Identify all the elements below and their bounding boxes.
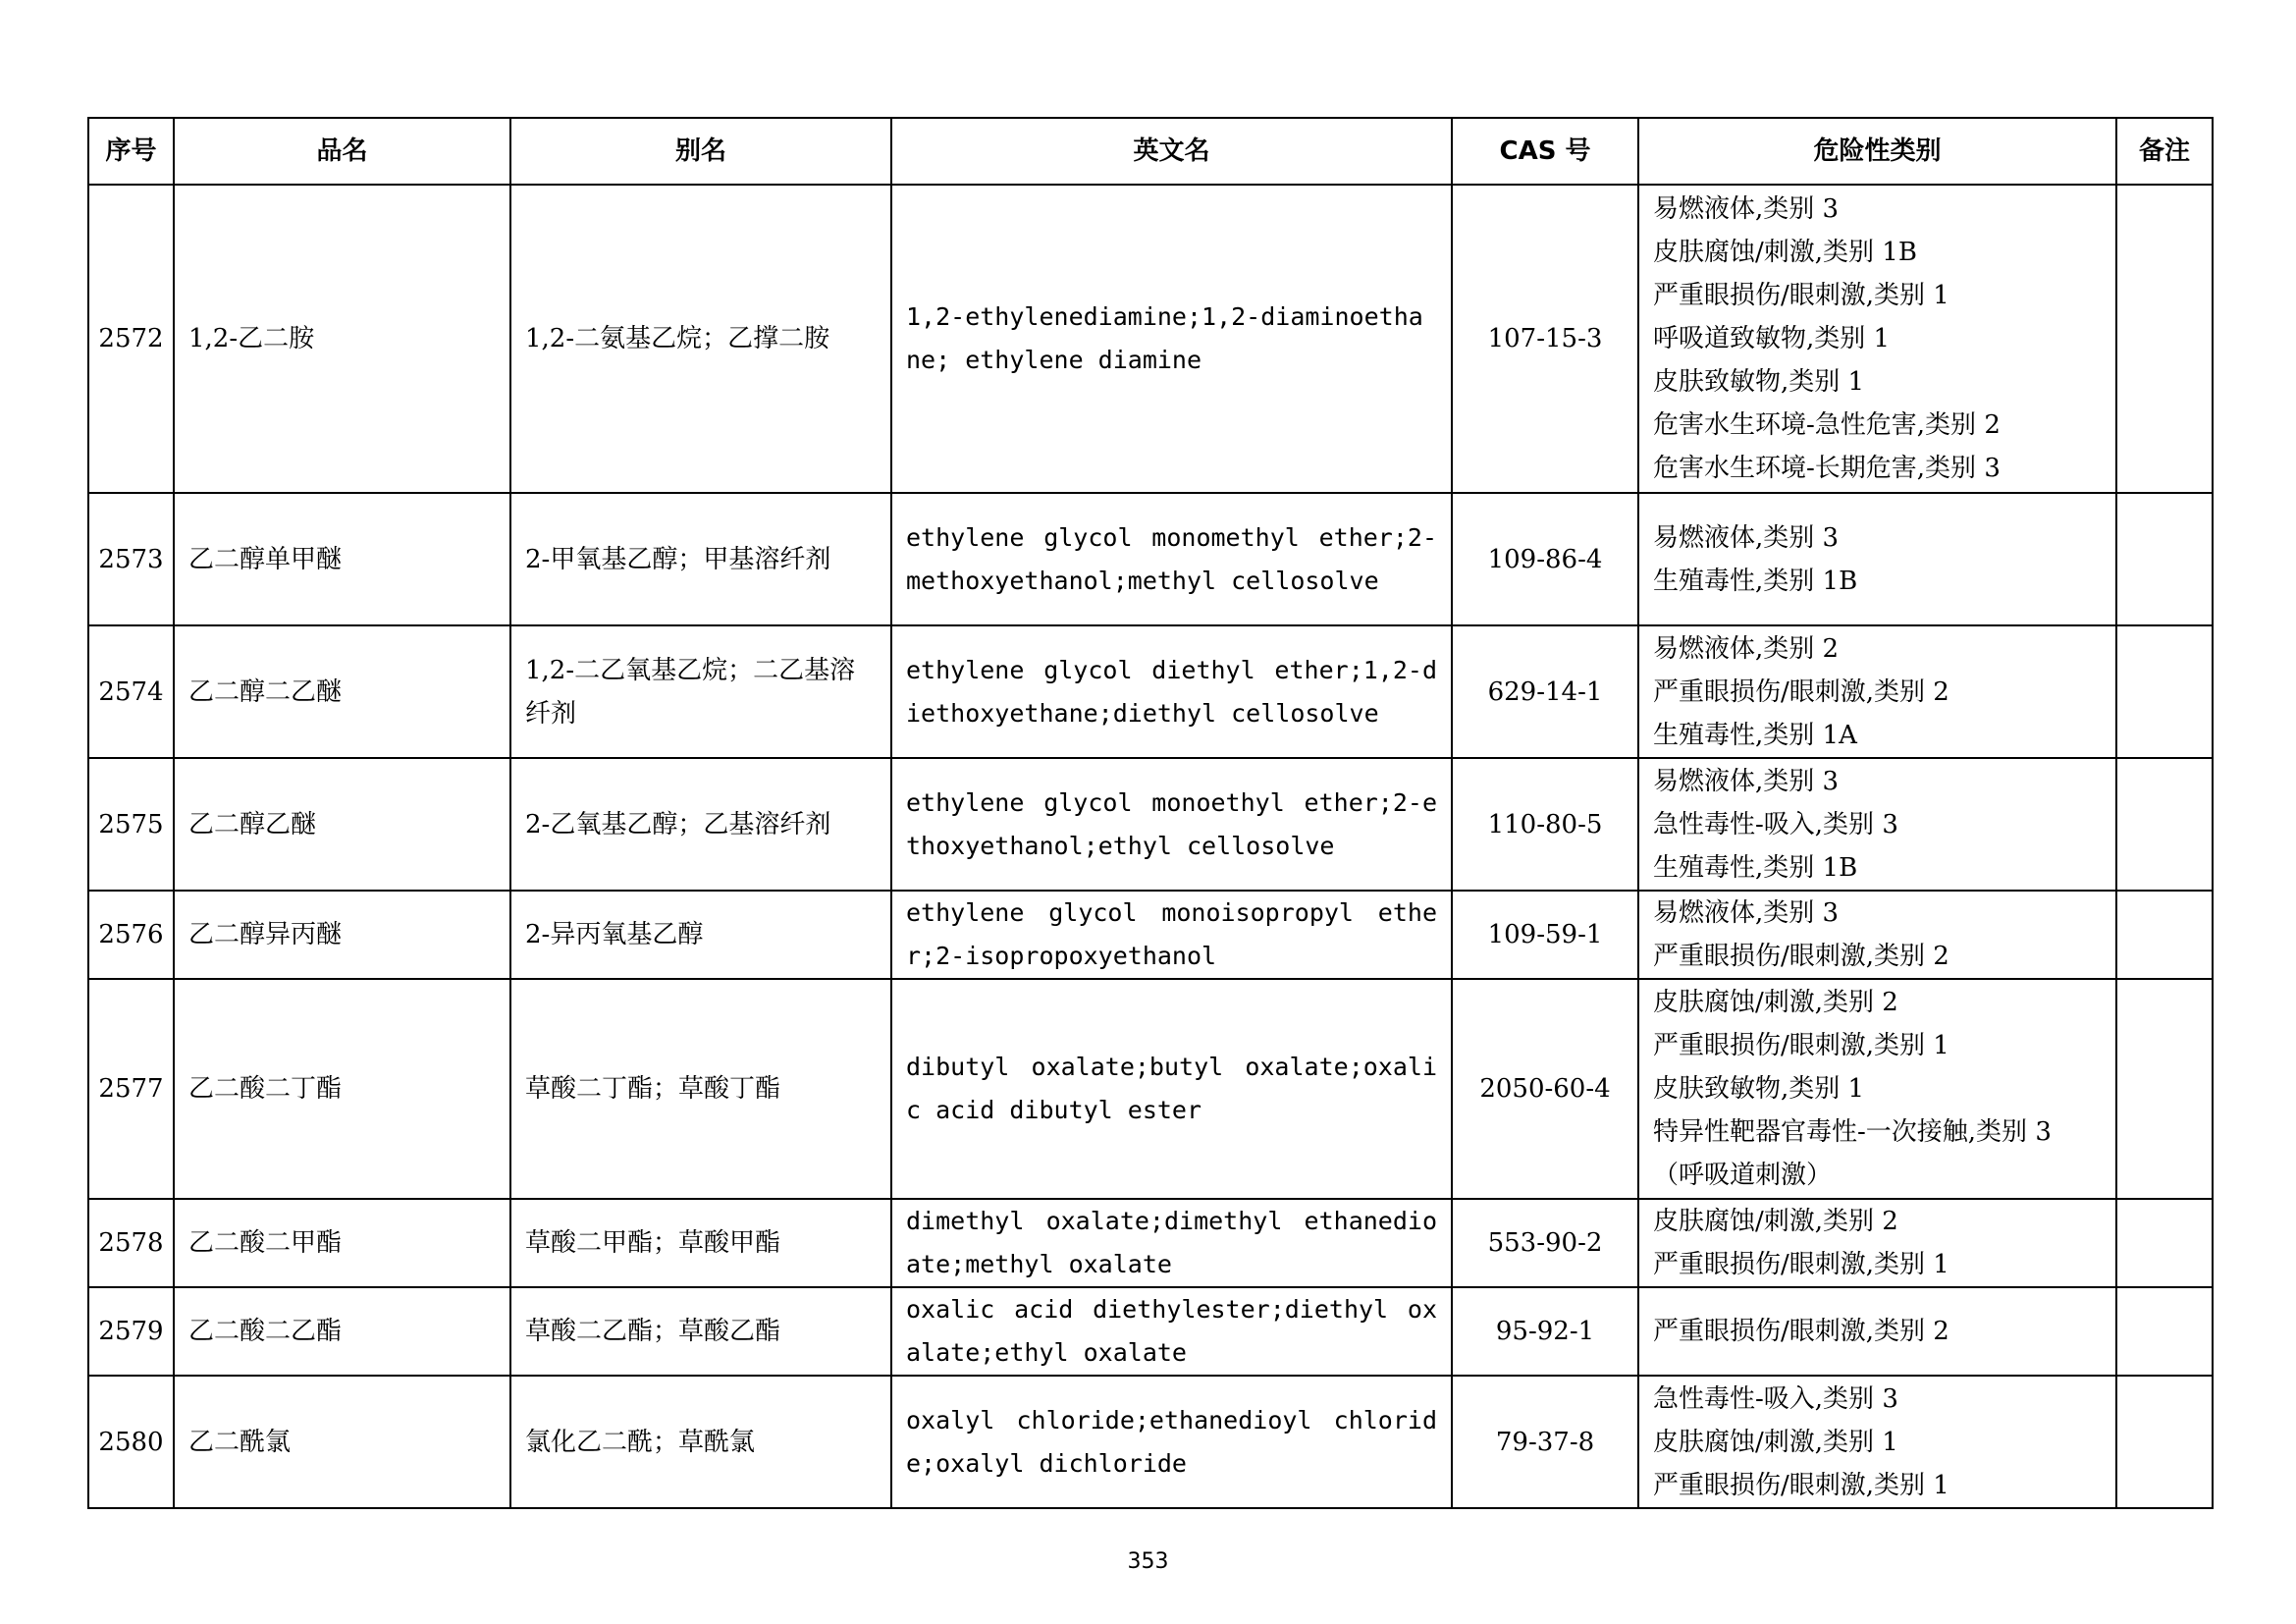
alias-cell: 草酸二乙酯；草酸乙酯 bbox=[510, 1287, 891, 1376]
cas-cell: 629-14-1 bbox=[1452, 625, 1638, 758]
hazard-item: 急性毒性-吸入,类别 3 bbox=[1653, 809, 1898, 839]
hazard-item: 特异性靶器官毒性-一次接触,类别 3（呼吸道刺激） bbox=[1653, 1117, 2052, 1190]
english-name-cell: ethylene glycol diethyl ether;1,2-diethoxyethane;diethyl cellosolve bbox=[891, 625, 1452, 758]
alias-cell: 1,2-二氨基乙烷；乙撑二胺 bbox=[510, 185, 891, 493]
name-cell: 乙二酰氯 bbox=[174, 1376, 510, 1508]
remark-cell bbox=[2116, 979, 2213, 1199]
table-row bbox=[88, 1199, 2213, 1287]
hazard-item: 危害水生环境-急性危害,类别 2 bbox=[1653, 410, 2001, 440]
hazard-item: 生殖毒性,类别 1A bbox=[1653, 720, 1857, 750]
hazardous-chemicals-table bbox=[87, 117, 2214, 1509]
name-cell: 1,2-乙二胺 bbox=[174, 185, 510, 493]
remark-cell bbox=[2116, 1376, 2213, 1508]
cas-cell: 95-92-1 bbox=[1452, 1287, 1638, 1376]
cas-cell: 109-59-1 bbox=[1452, 891, 1638, 979]
remark-cell bbox=[2116, 625, 2213, 758]
header-cas: CAS 号 bbox=[1452, 118, 1638, 185]
hazard-cell bbox=[1638, 979, 2116, 1199]
table-row bbox=[88, 1376, 2213, 1508]
hazard-item: 严重眼损伤/眼刺激,类别 1 bbox=[1653, 1470, 1949, 1500]
hazard-item: 易燃液体,类别 3 bbox=[1653, 898, 1840, 928]
alias-cell: 草酸二甲酯；草酸甲酯 bbox=[510, 1199, 891, 1287]
cas-cell: 553-90-2 bbox=[1452, 1199, 1638, 1287]
hazard-item: 皮肤腐蚀/刺激,类别 1 bbox=[1653, 1427, 1898, 1457]
table-row bbox=[88, 185, 2213, 493]
cas-cell: 2050-60-4 bbox=[1452, 979, 1638, 1199]
remark-cell bbox=[2116, 758, 2213, 891]
alias-cell: 1,2-二乙氧基乙烷；二乙基溶纤剂 bbox=[510, 625, 891, 758]
alias-cell: 2-甲氧基乙醇；甲基溶纤剂 bbox=[510, 493, 891, 625]
alias-cell: 2-乙氧基乙醇；乙基溶纤剂 bbox=[510, 758, 891, 891]
header-remark: 备注 bbox=[2116, 118, 2213, 185]
hazard-item: 严重眼损伤/眼刺激,类别 2 bbox=[1653, 677, 1949, 707]
hazard-item: 易燃液体,类别 3 bbox=[1653, 766, 1840, 796]
header-hazard: 危险性类别 bbox=[1638, 118, 2116, 185]
name-cell: 乙二酸二乙酯 bbox=[174, 1287, 510, 1376]
header-english: 英文名 bbox=[891, 118, 1452, 185]
hazard-item: 严重眼损伤/眼刺激,类别 1 bbox=[1653, 1031, 1949, 1060]
hazard-item: 皮肤致敏物,类别 1 bbox=[1653, 1074, 1865, 1104]
table-row bbox=[88, 493, 2213, 625]
table-row bbox=[88, 758, 2213, 891]
english-name-cell: ethylene glycol monoisopropyl ether;2-isopropoxyethanol bbox=[891, 891, 1452, 979]
hazard-item: 生殖毒性,类别 1B bbox=[1653, 852, 1858, 883]
hazard-item: 易燃液体,类别 3 bbox=[1653, 194, 1840, 224]
seq-cell: 2574 bbox=[88, 625, 174, 758]
cas-cell: 109-86-4 bbox=[1452, 493, 1638, 625]
table-row bbox=[88, 891, 2213, 979]
cas-cell: 110-80-5 bbox=[1452, 758, 1638, 891]
hazard-item: 严重眼损伤/眼刺激,类别 1 bbox=[1653, 1250, 1949, 1279]
hazard-cell bbox=[1638, 891, 2116, 979]
hazard-item: 严重眼损伤/眼刺激,类别 1 bbox=[1653, 281, 1949, 310]
english-name-cell: 1,2-ethylenediamine;1,2-diaminoethane; ethylene diamine bbox=[891, 185, 1452, 493]
english-name-cell: oxalyl chloride;ethanedioyl chloride;oxalyl dichloride bbox=[891, 1376, 1452, 1508]
name-cell: 乙二醇二乙醚 bbox=[174, 625, 510, 758]
cas-cell: 107-15-3 bbox=[1452, 185, 1638, 493]
remark-cell bbox=[2116, 891, 2213, 979]
hazard-item: 皮肤腐蚀/刺激,类别 2 bbox=[1653, 988, 1898, 1017]
page-number: 353 bbox=[1127, 1549, 1169, 1574]
remark-cell bbox=[2116, 185, 2213, 493]
alias-cell: 草酸二丁酯；草酸丁酯 bbox=[510, 979, 891, 1199]
name-cell: 乙二醇单甲醚 bbox=[174, 493, 510, 625]
seq-cell: 2579 bbox=[88, 1287, 174, 1376]
hazard-item: 急性毒性-吸入,类别 3 bbox=[1653, 1383, 1898, 1414]
hazard-item: 皮肤腐蚀/刺激,类别 2 bbox=[1653, 1207, 1898, 1236]
header-alias: 别名 bbox=[510, 118, 891, 185]
alias-cell: 2-异丙氧基乙醇 bbox=[510, 891, 891, 979]
hazard-item: 危害水生环境-长期危害,类别 3 bbox=[1653, 454, 2001, 483]
seq-cell: 2578 bbox=[88, 1199, 174, 1287]
hazard-item: 易燃液体,类别 2 bbox=[1653, 633, 1840, 664]
english-name-cell: ethylene glycol monomethyl ether;2-methoxyethanol;methyl cellosolve bbox=[891, 493, 1452, 625]
name-cell: 乙二酸二甲酯 bbox=[174, 1199, 510, 1287]
cas-cell: 79-37-8 bbox=[1452, 1376, 1638, 1508]
table-row bbox=[88, 625, 2213, 758]
hazard-item: 皮肤腐蚀/刺激,类别 1B bbox=[1653, 238, 1917, 267]
hazard-item: 呼吸道致敏物,类别 1 bbox=[1653, 324, 1891, 353]
hazard-item: 生殖毒性,类别 1B bbox=[1653, 566, 1858, 596]
hazard-item: 皮肤致敏物,类别 1 bbox=[1653, 367, 1865, 397]
header-name: 品名 bbox=[174, 118, 510, 185]
seq-cell: 2572 bbox=[88, 185, 174, 493]
english-name-cell: ethylene glycol monoethyl ether;2-ethoxyethanol;ethyl cellosolve bbox=[891, 758, 1452, 891]
name-cell: 乙二酸二丁酯 bbox=[174, 979, 510, 1199]
seq-cell: 2575 bbox=[88, 758, 174, 891]
english-name-cell: dimethyl oxalate;dimethyl ethanedioate;methyl oxalate bbox=[891, 1199, 1452, 1287]
seq-cell: 2573 bbox=[88, 493, 174, 625]
header-row bbox=[88, 118, 2213, 185]
hazard-item: 易燃液体,类别 3 bbox=[1653, 522, 1840, 553]
hazard-cell bbox=[1638, 1287, 2116, 1376]
hazard-item: 严重眼损伤/眼刺激,类别 2 bbox=[1653, 942, 1949, 971]
remark-cell bbox=[2116, 493, 2213, 625]
english-name-cell: dibutyl oxalate;butyl oxalate;oxalic acid dibutyl ester bbox=[891, 979, 1452, 1199]
name-cell: 乙二醇异丙醚 bbox=[174, 891, 510, 979]
table-row bbox=[88, 1287, 2213, 1376]
remark-cell bbox=[2116, 1199, 2213, 1287]
hazard-item: 严重眼损伤/眼刺激,类别 2 bbox=[1653, 1317, 1949, 1346]
seq-cell: 2577 bbox=[88, 979, 174, 1199]
alias-cell: 氯化乙二酰；草酰氯 bbox=[510, 1376, 891, 1508]
hazard-cell bbox=[1638, 1376, 2116, 1508]
english-name-cell: oxalic acid diethylester;diethyl oxalate;ethyl oxalate bbox=[891, 1287, 1452, 1376]
name-cell: 乙二醇乙醚 bbox=[174, 758, 510, 891]
table-row bbox=[88, 979, 2213, 1199]
hazard-cell bbox=[1638, 1199, 2116, 1287]
seq-cell: 2580 bbox=[88, 1376, 174, 1508]
header-seq: 序号 bbox=[88, 118, 174, 185]
hazard-cell bbox=[1638, 185, 2116, 493]
hazard-cell bbox=[1638, 758, 2116, 891]
hazard-cell bbox=[1638, 493, 2116, 625]
remark-cell bbox=[2116, 1287, 2213, 1376]
hazard-cell bbox=[1638, 625, 2116, 758]
seq-cell: 2576 bbox=[88, 891, 174, 979]
